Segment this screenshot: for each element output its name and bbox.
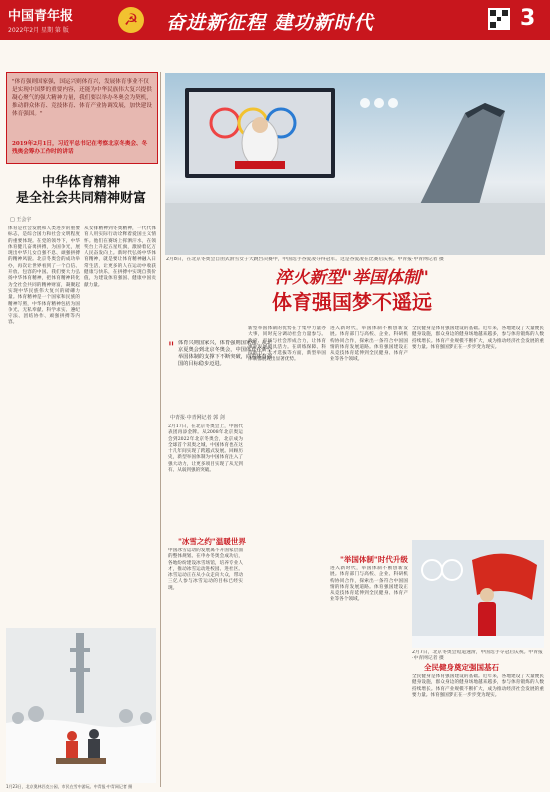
photo-ski-jump-illustration	[165, 73, 545, 255]
main-headline-line2: 体育强国梦不遥远	[272, 290, 432, 314]
quote-source: 2019年2月1日，习近平总书记在考察北京冬奥会、冬残奥会筹办工作时的讲话	[12, 141, 148, 155]
main-headline	[162, 267, 542, 315]
main-article-byline: 中青报·中青网记者 郭 剑	[170, 415, 225, 421]
main-body-col4: 进入新时代，举国体制不断创新发展。体育部门与高校、企业、科研机构协同合作，探索出一条符合中国国情的体育发展道路。体育强国建设正从竞技体育延伸到全民健身、体育产业等各个领域。	[330, 326, 408, 363]
photo-ski-jump-athlete	[165, 73, 545, 255]
qr-code-icon	[488, 8, 510, 30]
page-number: 3	[520, 6, 536, 31]
photo-speed-skater-flag	[412, 540, 544, 648]
left-title-line2: 是全社会共同精神财富	[15, 191, 146, 206]
quote-text: "体育强则国家强，国运兴则体育兴，发展体育事业不仅是实现中国梦的重要内容，还能为中华民族伟大复兴提供凝心聚气的强大精神力量，我们要以举办冬奥会为契机，推动群众体育、竞技体育、体育产业协调发展，加快建设体育强国。"	[12, 79, 152, 117]
main-article-lead: 体育兴则国家兴，体育强则国家强。从北京夏奥会到北京冬奥会，中国体育在新型举国体制的支撑下不断突破，向着体育强国的目标稳步迈进。	[178, 340, 272, 367]
photo-main-caption: 2月8日，在北京冬奥会自由式滑雪女子大跳台决赛中，中国选手谷爱凌夺得冠军。这是谷爱凌在比赛后庆祝。中青报·中青网记者 摄	[166, 257, 444, 262]
main-body-col2: 中国冰雪运动的发展离不开国家层面的整体规划。在申办冬奥会成功后，各地纷纷建设冰雪场馆，培养专业人才，推动冰雪运动进校园、进社区。冰雪运动正在从小众走向大众，带动三亿人参与冰雪运动的目标已经实现。	[168, 548, 243, 591]
newspaper-name: 中国青年报	[8, 9, 74, 24]
section-title-fitness: 全民健身奠定强国基石	[424, 663, 499, 672]
main-headline-line1: 淬火新型"举国体制"	[275, 268, 429, 288]
photo-snow-caption: 1月23日，北京奥林匹克公园，市民在雪中游玩。中青报·中青网记者 摄	[6, 784, 133, 789]
lead-quote-mark: "	[168, 340, 175, 356]
left-article-body-col2: 从女排精神到冬奥精神，一代代体育人用实际行动诠释着爱国主义情怀。他们在赛场上挥洒汗水，在领奖台上升起五星红旗，激励着亿万人民奋发向上。新时代弘扬中华体育精神，就是要让体育精神融入日常生活，让更多的人在运动中收获健康与快乐，在拼搏中实现自我价值，为建设体育强国、健康中国贡献力量。	[84, 226, 156, 288]
section-title-ice-snow: "冰雪之约"温暖世界	[178, 537, 246, 546]
photo-snow-park	[6, 628, 156, 783]
left-title-line1: 中华体育精神	[41, 175, 120, 190]
main-body-col3: 新型举国体制的优势在于集中力量办大事，同时充分调动社会力量参与。政府、市场与社会形成合力，让体育事业发展更具活力。在训练保障、科技助力、人才选拔等方面，新型举国体制都展现出显著优势。	[248, 326, 326, 363]
newspaper-date-line: 2022年2月 星期 第 版	[8, 27, 69, 34]
main-body-col6: 全民健身是体育强国建设的基础。近年来，各地建设了大量便民健身设施，群众身边的健身场地越来越多，参与体育锻炼的人数持续增长。体育产业规模不断扩大，成为推动经济社会发展的重要力量。体育强国梦正在一步步变为现实。	[412, 674, 544, 698]
photo-skater-illustration	[412, 540, 544, 648]
main-body-col4b: 进入新时代，举国体制不断创新发展。体育部门与高校、企业、科研机构协同合作，探索出一条符合中国国情的体育发展道路。体育强国建设正从竞技体育延伸到全民健身、体育产业等各个领域。	[330, 566, 408, 603]
photo-snow-illustration	[6, 628, 156, 783]
section-title-system-upgrade: "举国体制"时代升级	[340, 555, 408, 564]
photo-skater-caption: 2月7日，北京冬奥会短道速滑，中国选手夺冠后庆祝。中青报·中青网记者 摄	[412, 650, 543, 661]
left-article-body-col1: 体育是社会发展和人类进步的重要标志，是综合国力和社会文明程度的重要体现。在党的领导下，中华体育健儿奋勇拼搏，为国争光，展现出中华儿女自强不息、顽强拼搏的精神风貌。北京冬奥会的成功举办，再次让世界看到了一个自信、开放、包容的中国。我们要大力弘扬中华体育精神，把体育精神转化为全社会共同的精神财富，凝聚起实现中华民族伟大复兴的磅礴力量。体育精神是一个国家和民族的精神写照，中华体育精神包括为国争光、无私奉献、科学求实、遵纪守法、团结协作、顽强拼搏等内容。	[8, 226, 80, 326]
column-divider	[160, 72, 161, 787]
left-article-title	[6, 175, 156, 207]
party-emblem-icon: ☭	[118, 7, 144, 33]
page-slogan: 奋进新征程 建功新时代	[166, 12, 374, 34]
main-body-col1: 2月17日，在北京冬奥会上，中国代表团再添金牌。从2008年北京奥运会到2022年北京冬奥会，北京成为全球首个双奥之城，中国体育也在这十几年间实现了跨越式发展。回顾历史，新型举国体制为中国体育注入了强大动力，让更多项目实现了从无到有、从弱到强的突破。	[168, 424, 243, 474]
main-body-col5: 全民健身是体育强国建设的基础。近年来，各地建设了大量便民健身设施，群众身边的健身场地越来越多，参与体育锻炼的人数持续增长。体育产业规模不断扩大，成为推动经济社会发展的重要力量。体育强国梦正在一步步变为现实。	[412, 326, 544, 350]
left-article-byline: □ 王会宇	[10, 217, 32, 223]
